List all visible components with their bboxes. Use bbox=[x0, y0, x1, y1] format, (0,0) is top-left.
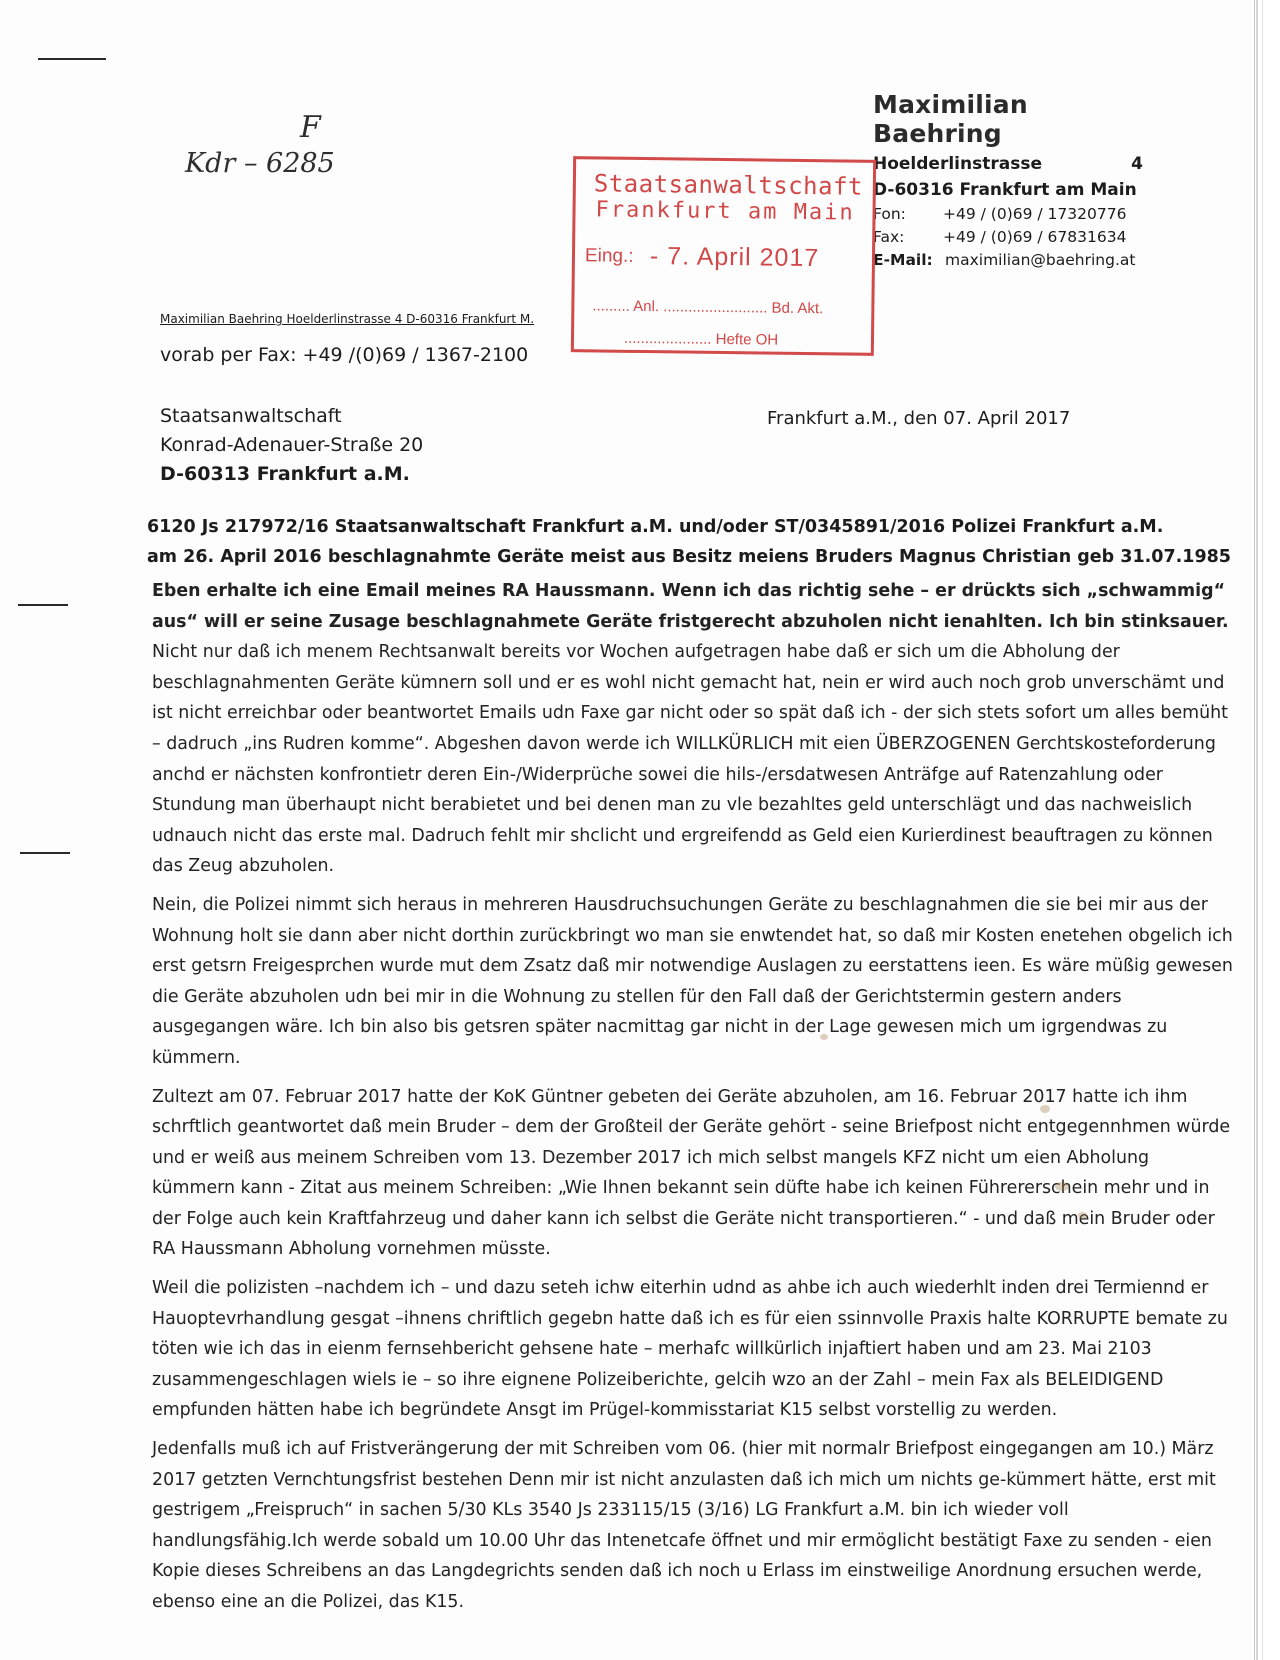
email-address: maximilian@baehring.at bbox=[945, 251, 1136, 269]
phone-label: Fon: bbox=[873, 205, 906, 223]
sender-city: D-60316 Frankfurt am Main bbox=[873, 180, 1137, 200]
stain bbox=[1055, 1182, 1069, 1191]
paragraph-4: Weil die polizisten –nachdem ich – und dazu seteh ichw eiterhin udnd as ahbe ich auch wiederhlt inden drei Termiennd er Hauoptevrhandlung gesgat –ihnens chriftlich gegebn hatte daß ich es für eien ssinnvolle Praxis halte KORRUPTE bemate zu töten wie ich das in eienm fernsehbericht gehsene hate – merhafc willkürlich injaftiert haben und am 23. Mai 2103 zusammengeschlagen wiels ie – so ihre eignene Polizeiberichte, gelcih wzo an der Zahl – mein Fax als BELEIDIGEND empfunden hätten habe ich begründete Ansgt im Prügel-kommisstariat K15 selbst vorstellig zu werden. bbox=[152, 1278, 1228, 1421]
stamp-city: Frankfurt am Main bbox=[595, 197, 855, 226]
handwritten-reference: Kdr – 6285 bbox=[185, 148, 335, 179]
phone-number: +49 / (0)69 / 17320776 bbox=[943, 205, 1127, 223]
sender-fax-row bbox=[873, 228, 1143, 246]
sender-street: Hoelderlinstrasse bbox=[873, 154, 1042, 174]
paragraph-5: Jedenfalls muß ich auf Fristverängerung der mit Schreiben vom 06. (hier mit normalr Briefpost eingegangen am 10.) März 2017 getzten Vernchtungsfrist bestehen Denn mir ist nicht anzulasten daß ich mich um nichts ge-kümmert hätte, erst mit gestrigem „Freispruch“ in sachen 5/30 KLs 3540 Js 233115/15 (3/16) LG Frankfurt a.M. bin ich wieder voll handlungsfähig.Ich werde sobald um 10.00 Uhr das Intenetcafe öffnet und mir ermöglicht bestätigt Faxe zu senden - eien Kopie dieses Schreibens an das Langdegrichts senden daß ich noch u Erlass im einstweilige Anordnung ersuchen werde, ebenso eine an die Polizei, das K15. bbox=[152, 1439, 1216, 1612]
stamp-authority: Staatsanwaltschaft bbox=[593, 169, 864, 201]
paragraph-1 bbox=[152, 576, 1237, 637]
subject-block bbox=[147, 512, 1237, 572]
fold-mark-2 bbox=[20, 852, 70, 854]
stamp-attachments-row: ......... Anl. ......................... Bd. Akt. bbox=[592, 297, 824, 318]
sender-block bbox=[873, 90, 1143, 269]
sender-phone-row bbox=[873, 205, 1143, 223]
stamp-eing-label: Eing.: bbox=[584, 245, 634, 267]
hole-punch-mark-top bbox=[38, 58, 106, 60]
stamp-date: - 7. April 2017 bbox=[649, 242, 820, 273]
fold-mark-1 bbox=[18, 604, 68, 606]
stain bbox=[820, 1034, 828, 1040]
paragraph-1-lead: Eben erhalte ich eine Email meines RA Haussmann. Wenn ich das richtig sehe – er drückts sich „schwammig“ aus“ will er seine Zusage beschlagnahmete Geräte fristgerecht abzuholen nicht ienahlten. Ich bin stinksauer. bbox=[152, 581, 1229, 632]
sender-email-row bbox=[873, 251, 1143, 269]
subject-line-2: am 26. April 2016 beschlagnahmte Geräte meist aus Besitz meiens Bruders Magnus Christian geb 31.07.1985 bbox=[147, 547, 1231, 567]
letter-body bbox=[152, 576, 1237, 1626]
handwritten-note: F bbox=[300, 110, 321, 145]
paragraph-3: Zultezt am 07. Februar 2017 hatte der KoK Güntner gebeten dei Geräte abzuholen, am 16. Februar 2017 hatte ich ihm schrftlich geantwortet daß mein Bruder – dem der Großteil der Geräte gehört - seine Briefpost nicht entgegennhmen würde und er weiß aus meinem Schreiben vom 13. Dezember 2017 ich mich selbst mangels KFZ nicht um eien Abholung kümmern kann - Zitat aus meinem Schreiben: „Wie Ihnen bekannt sein düfte habe ich keinen Führererschein mehr und in der Folge auch kein Kraftfahrzeug und daher kann ich selbst die Geräte nicht transportieren.“ - und daß mein Bruder oder RA Haussmann Abholung vornehmen müsste. bbox=[152, 1086, 1231, 1260]
page-edge bbox=[1256, 0, 1258, 1660]
return-address: Maximilian Baehring Hoelderlinstrasse 4 D-60316 Frankfurt M. bbox=[160, 312, 535, 326]
recipient-address bbox=[160, 402, 423, 489]
letter-date: Frankfurt a.M., den 07. April 2017 bbox=[767, 408, 1071, 429]
sender-city-row bbox=[873, 180, 1143, 200]
page-edge-2 bbox=[1262, 0, 1263, 1660]
fax-note: vorab per Fax: +49 /(0)69 / 1367-2100 bbox=[160, 344, 529, 366]
stamp-folders-row: ..................... Hefte OH bbox=[623, 329, 779, 349]
sender-name: Maximilian Baehring bbox=[873, 90, 1028, 148]
stain bbox=[1040, 1105, 1050, 1113]
recipient-city: D-60313 Frankfurt a.M. bbox=[160, 463, 410, 485]
recipient-name: Staatsanwaltschaft bbox=[160, 405, 342, 427]
paragraph-1-rest: Nicht nur daß ich menem Rechtsanwalt bereits vor Wochen aufgetragen habe daß er sich um die Abholung der beschlagnahmenten Geräte kümnern soll und er es wohl nicht gemacht hat, nein er wird auch noch grob unverschämt und ist nicht erreichbar oder beantwortet Emails udn Faxe gar nicht oder so spät daß ich - der sich stets sofort um alles bemüht – dadruch „ins Rudren komme“. Abgeshen davon werde ich WILLKÜRLICH mit eien ÜBERZOGENEN Gerchtskosteforderung anchd er nächsten konfrontietr deren Ein-/Widerprüche sowei die hils-/ersdatwesen Anträfge auf Ratenzahlung oder Stundung man überhaupt nicht berabietet und bei denen man zu vle bezahltes geld unterschlägt und das nachweislich udnauch nicht das erste mal. Dadruch fehlt mir shclicht und ergreifendd as Geld eien Kurierdinest beauftragen zu können das Zeug abzuholen. bbox=[152, 642, 1228, 877]
fax-label: Fax: bbox=[873, 228, 905, 246]
paragraph-2: Nein, die Polizei nimmt sich heraus in mehreren Hausdruchsuchungen Geräte zu beschlagnahmen die sie bei mir aus der Wohnung holt sie dann aber nicht dorthin zurückbringt wo man sie enwtendet hat, so daß mir Kosten enetehen obgelich ich erst getsrn Freigesprchen wurde mut dem Zsatz daß mir notwendige Auslagen zu eerstattens ieen. Es wäre müßig gewesen die Geräte abzuholen udn bei mir in die Wohnung zu stellen für den Fall daß der Gerichtstermin gestern anders ausgegangen wäre. Ich bin also bis getsren später nacmittag gar nicht in der Lage gewesen mich um igrgendwas zu kümmern. bbox=[152, 894, 1233, 1068]
recipient-street: Konrad-Adenauer-Straße 20 bbox=[160, 434, 424, 456]
subject-line-1: 6120 Js 217972/16 Staatsanwaltschaft Frankfurt a.M. und/oder ST/0345891/2016 Polizei Frankfurt a.M. bbox=[147, 517, 1164, 537]
sender-street-row bbox=[873, 154, 1143, 174]
sender-street-number: 4 bbox=[1131, 154, 1143, 174]
email-label: E-Mail: bbox=[873, 251, 933, 269]
fax-number: +49 / (0)69 / 67831634 bbox=[943, 228, 1127, 246]
stain bbox=[1078, 1212, 1087, 1219]
received-stamp bbox=[571, 156, 876, 356]
